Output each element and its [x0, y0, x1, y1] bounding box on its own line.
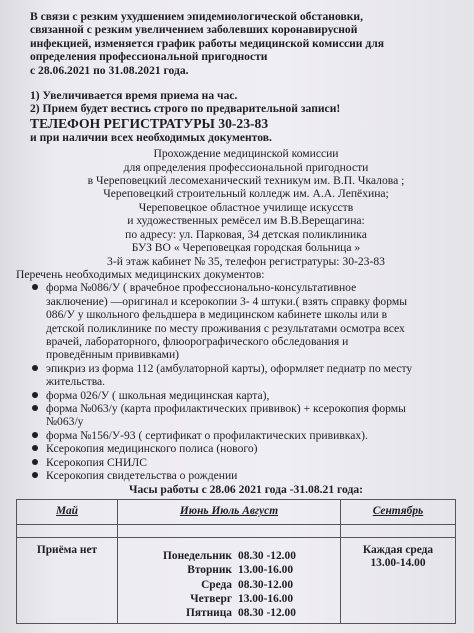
- point-1: 1) Увеличивается время приема на час.: [30, 89, 238, 103]
- bullet-icon: [32, 459, 38, 465]
- bullet-icon: [32, 445, 38, 451]
- notice-line: В связи с резким ухудшением эпидемиологической обстановки,: [30, 10, 363, 23]
- commission-line: для определения профессиональной пригодности: [123, 160, 369, 174]
- day-label: Среда: [201, 578, 232, 591]
- notice-line: определения профессиональной пригодности: [30, 50, 268, 64]
- header-may: Май: [17, 499, 118, 524]
- bullet-icon: [32, 472, 38, 478]
- day-label: Пятница: [185, 607, 232, 620]
- table-header-row: [17, 499, 456, 524]
- documents-section: [16, 267, 462, 483]
- table-row: [17, 537, 456, 623]
- commission-line: в Череповецкий лесомеханический техникум им. В.П. Чкалова ;: [87, 174, 405, 188]
- hours-title: Часы работы с 28.06 2021 года -31.08.21 года:: [129, 483, 363, 497]
- list-item: эпикриз из форма 112 (амбулаторной карты), оформляет педиатр по месту жительства.: [30, 362, 462, 389]
- notice-line: инфекцией, изменяется график работы медицинской комиссии для: [30, 36, 385, 50]
- documents-heading: Перечень необходимых медицинских документов:: [16, 267, 265, 281]
- september-time: 13.00-14.00: [370, 557, 426, 570]
- commission-info: [30, 147, 462, 268]
- commission-line: Череповецкое областное училище искусств: [138, 200, 354, 214]
- list-item: форма №063/у (карта профилактических прививок) + ксерокопия формы №063/у: [30, 402, 462, 429]
- documents-note: и при наличии всех необходимых документов.: [30, 130, 272, 144]
- bullet-icon: [32, 392, 38, 398]
- bullet-icon: [32, 432, 38, 438]
- commission-line: БУЗ ВО « Череповецкая городская больница »: [131, 241, 361, 255]
- registry-phone: ТЕЛЕФОН РЕГИСТРАТУРЫ 30-23-83: [30, 115, 269, 131]
- list-item: форма №156/У-93 ( сертификат о профилактических прививках).: [30, 429, 462, 442]
- time-value: 08.30 -12.00: [238, 607, 296, 620]
- time-value: 08.30-12.00: [238, 578, 294, 591]
- time-value: 13.00-16.00: [238, 593, 294, 606]
- list-item: Ксерокопия СНИЛС: [30, 456, 462, 469]
- bullet-icon: [32, 405, 38, 411]
- commission-line: и художественных ремёсел им В.В.Верещагина:: [127, 214, 365, 228]
- documents-list: [30, 281, 462, 482]
- may-status: Приёма нет: [36, 543, 98, 556]
- hours-table: [16, 499, 456, 624]
- notice-line: с 28.06.2021 по 31.08.2021 года.: [30, 63, 189, 77]
- list-item: Ксерокопия свидетельства о рождении: [30, 469, 462, 482]
- list-item: форма №086/У ( врачебное профессионально-консультативное заключение) —оригинал и ксерокопии 3- 4 штуки.( взять справку формы 086/У у школьного фельдшера в медицинском кабинете школы или в детской поликлинике по месту проживания с результатами осмотра всех врачей, лабораторного, флюорографического обследования и проведённым прививками): [30, 281, 462, 361]
- day-label: Понедельник: [163, 549, 232, 562]
- header-september: Сентябрь: [341, 499, 456, 524]
- time-value: 08.30 -12.00: [238, 549, 296, 562]
- commission-line: Прохождение медицинской комиссии: [153, 147, 339, 161]
- time-value: 13.00-16.00: [238, 564, 294, 577]
- bullet-icon: [32, 284, 38, 290]
- list-item: форма 026/У ( школьная медицинская карта),: [30, 389, 462, 402]
- notice-line: связанной с резким увеличением заболевших коронавирусной: [30, 23, 358, 37]
- day-label: Вторник: [187, 564, 232, 577]
- day-label: Четверг: [190, 593, 232, 606]
- list-item: Ксерокопия медицинского полиса (нового): [30, 442, 462, 455]
- commission-line: по адресу: ул. Парковая, 34 детская поликлиника: [125, 227, 367, 241]
- september-day: Каждая среда: [362, 543, 434, 556]
- commission-line: Череповецкий строительный колледж им. А.А. Лепёхина;: [103, 187, 389, 201]
- point-2: 2) Прием будет вестись строго по предварительной записи!: [30, 102, 341, 116]
- bullet-icon: [32, 365, 38, 371]
- notice-header: [30, 10, 462, 144]
- header-summer: Июнь Июль Август: [118, 499, 341, 524]
- commission-line: 3-й этаж кабинет № 35, телефон регистратуры: 30-23-83: [107, 254, 385, 268]
- summer-schedule: [130, 540, 336, 621]
- table-spacer-row: [17, 524, 456, 537]
